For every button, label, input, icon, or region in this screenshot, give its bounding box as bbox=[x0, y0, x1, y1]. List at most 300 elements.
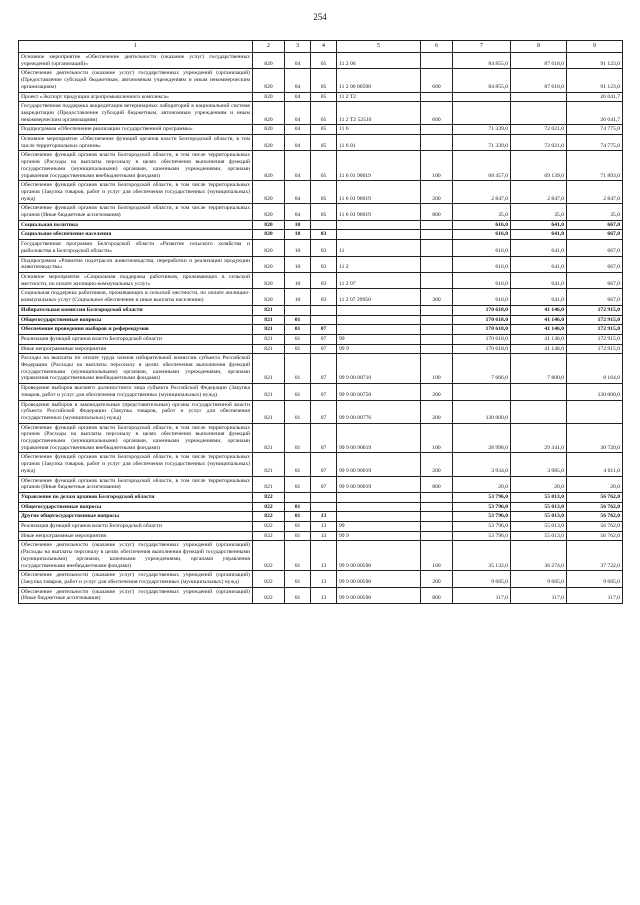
row-amount-year2: 2 847,0 bbox=[511, 181, 567, 204]
row-ministry-code: 821 bbox=[253, 344, 285, 354]
row-amount-year1: 170 618,0 bbox=[453, 315, 511, 325]
row-subsection-code: 07 bbox=[311, 354, 337, 384]
row-expense-type: 800 bbox=[421, 204, 453, 220]
table-row bbox=[19, 423, 623, 453]
row-target-article: 11 6 bbox=[337, 125, 421, 135]
row-section-code: 01 bbox=[285, 571, 311, 587]
row-expense-type: 200 bbox=[421, 400, 453, 423]
table-row bbox=[19, 522, 623, 532]
row-section-code: 04 bbox=[285, 204, 311, 220]
row-description: Другие общегосударственные вопросы bbox=[19, 512, 253, 522]
row-subsection-code: 03 bbox=[311, 272, 337, 288]
row-amount-year3: 9 685,0 bbox=[567, 571, 623, 587]
row-amount-year1: 68 457,0 bbox=[453, 151, 511, 181]
row-ministry-code: 820 bbox=[253, 135, 285, 151]
row-section-code bbox=[285, 305, 311, 315]
row-ministry-code: 820 bbox=[253, 92, 285, 102]
row-subsection-code: 03 bbox=[311, 289, 337, 305]
row-section-code: 04 bbox=[285, 125, 311, 135]
row-amount-year3: 4 011,0 bbox=[567, 453, 623, 476]
row-description: Социальное обеспечение населения bbox=[19, 230, 253, 240]
table-row bbox=[19, 571, 623, 587]
row-amount-year3: 56 762,0 bbox=[567, 512, 623, 522]
row-target-article bbox=[337, 512, 421, 522]
row-subsection-code: 07 bbox=[311, 384, 337, 400]
row-description: Социальная политика bbox=[19, 220, 253, 230]
table-row bbox=[19, 344, 623, 354]
row-section-code: 01 bbox=[285, 400, 311, 423]
row-description: Обеспечение функций органов власти Белгородской области, в том числе территориальных органов (Расходы на выплаты персоналу в целях обеспечения выполнения функций государственными (муниципальными) органами, казенными учреждениями, органами управления государственными внебюджетными фондами) bbox=[19, 151, 253, 181]
row-target-article: 99 9 00 00590 bbox=[337, 587, 421, 603]
row-amount-year2: 41 146,0 bbox=[511, 344, 567, 354]
row-amount-year3: 667,0 bbox=[567, 240, 623, 256]
row-description: Основное мероприятие «Обеспечение функций органов власти Белгородской области, в том числе территориальных органов» bbox=[19, 135, 253, 151]
table-row bbox=[19, 531, 623, 541]
row-amount-year3: 667,0 bbox=[567, 256, 623, 272]
row-amount-year3: 74 775,0 bbox=[567, 125, 623, 135]
table-row bbox=[19, 334, 623, 344]
row-section-code: 01 bbox=[285, 531, 311, 541]
table-row bbox=[19, 102, 623, 125]
row-amount-year1: 616,0 bbox=[453, 240, 511, 256]
table-row bbox=[19, 135, 623, 151]
row-ministry-code: 822 bbox=[253, 492, 285, 502]
row-expense-type: 800 bbox=[421, 476, 453, 492]
row-expense-type bbox=[421, 492, 453, 502]
table-row bbox=[19, 384, 623, 400]
row-description: Обеспечение деятельности (оказание услуг) государственных учреждений (организаций) (Закупка товаров, работ и услуг для обеспечения государственных (муниципальных) нужд) bbox=[19, 571, 253, 587]
row-subsection-code: 07 bbox=[311, 325, 337, 335]
row-amount-year3: 74 775,0 bbox=[567, 135, 623, 151]
row-description: Иные непрограммные мероприятия bbox=[19, 344, 253, 354]
row-ministry-code: 822 bbox=[253, 587, 285, 603]
row-target-article: 11 bbox=[337, 240, 421, 256]
row-expense-type bbox=[421, 344, 453, 354]
row-amount-year2: 641,0 bbox=[511, 240, 567, 256]
row-ministry-code: 821 bbox=[253, 423, 285, 453]
row-amount-year3: 667,0 bbox=[567, 230, 623, 240]
row-target-article: 11 2 07 29950 bbox=[337, 289, 421, 305]
row-subsection-code bbox=[311, 502, 337, 512]
row-ministry-code: 821 bbox=[253, 305, 285, 315]
row-amount-year1: 117,0 bbox=[453, 587, 511, 603]
row-section-code: 01 bbox=[285, 587, 311, 603]
row-section-code: 01 bbox=[285, 354, 311, 384]
row-description: Обеспечение функций органов власти Белгородской области, в том числе территориальных органов (Расходы на выплаты персоналу в целях обеспечения выполнения функций государственными (муниципальными) органами, казенными учреждениями, органами управления государственными внебюджетными фондами) bbox=[19, 423, 253, 453]
column-header: 4 bbox=[311, 41, 337, 53]
row-amount-year3: 26 041,7 bbox=[567, 102, 623, 125]
row-amount-year1: 130 000,0 bbox=[453, 400, 511, 423]
row-section-code: 01 bbox=[285, 315, 311, 325]
row-target-article: 99 9 00 90019 bbox=[337, 423, 421, 453]
row-subsection-code: 05 bbox=[311, 135, 337, 151]
column-header: 1 bbox=[19, 41, 253, 53]
row-description: Общегосударственные вопросы bbox=[19, 502, 253, 512]
row-amount-year3: 2 847,0 bbox=[567, 181, 623, 204]
row-section-code: 10 bbox=[285, 256, 311, 272]
row-section-code: 10 bbox=[285, 240, 311, 256]
row-subsection-code: 13 bbox=[311, 531, 337, 541]
row-expense-type bbox=[421, 125, 453, 135]
row-target-article: 99 bbox=[337, 334, 421, 344]
row-expense-type: 200 bbox=[421, 384, 453, 400]
row-amount-year2: 87 618,0 bbox=[511, 53, 567, 69]
row-target-article bbox=[337, 502, 421, 512]
row-amount-year3: 35,0 bbox=[567, 204, 623, 220]
row-amount-year2: 117,0 bbox=[511, 587, 567, 603]
row-amount-year1: 170 618,0 bbox=[453, 334, 511, 344]
row-amount-year2: 72 021,0 bbox=[511, 135, 567, 151]
row-target-article: 11 6 01 90019 bbox=[337, 181, 421, 204]
table-row bbox=[19, 305, 623, 315]
row-amount-year2: 641,0 bbox=[511, 289, 567, 305]
row-expense-type bbox=[421, 512, 453, 522]
table-row bbox=[19, 125, 623, 135]
row-amount-year3: 26 041,7 bbox=[567, 92, 623, 102]
row-expense-type bbox=[421, 334, 453, 344]
row-amount-year3: 667,0 bbox=[567, 289, 623, 305]
row-ministry-code: 821 bbox=[253, 315, 285, 325]
row-target-article bbox=[337, 492, 421, 502]
row-description: Общегосударственные вопросы bbox=[19, 315, 253, 325]
row-expense-type: 200 bbox=[421, 181, 453, 204]
table-row bbox=[19, 587, 623, 603]
row-expense-type bbox=[421, 220, 453, 230]
table-row bbox=[19, 256, 623, 272]
row-target-article: 11 2 06 bbox=[337, 53, 421, 69]
row-section-code bbox=[285, 492, 311, 502]
row-section-code: 04 bbox=[285, 181, 311, 204]
row-amount-year2: 641,0 bbox=[511, 272, 567, 288]
row-target-article: 11 6 01 90019 bbox=[337, 204, 421, 220]
row-expense-type bbox=[421, 305, 453, 315]
column-header: 6 bbox=[421, 41, 453, 53]
row-description: Основное мероприятие «Обеспечение деятельности (оказание услуг) государственных учреждений (организаций)» bbox=[19, 53, 253, 69]
row-section-code: 04 bbox=[285, 92, 311, 102]
row-subsection-code: 07 bbox=[311, 476, 337, 492]
page-number: 254 bbox=[313, 12, 327, 22]
row-expense-type: 100 bbox=[421, 541, 453, 571]
row-expense-type bbox=[421, 240, 453, 256]
row-expense-type: 100 bbox=[421, 151, 453, 181]
row-description: Основное мероприятие «Социальная поддержка работников, проживающих в сельской местности, по оплате жилищно-коммунальных услуг» bbox=[19, 272, 253, 288]
row-amount-year2: 9 685,0 bbox=[511, 571, 567, 587]
row-amount-year2: 55 013,0 bbox=[511, 512, 567, 522]
row-section-code: 04 bbox=[285, 53, 311, 69]
row-target-article bbox=[337, 305, 421, 315]
row-target-article: 99 9 00 90019 bbox=[337, 453, 421, 476]
row-target-article: 11 2 T2 52510 bbox=[337, 102, 421, 125]
row-ministry-code: 820 bbox=[253, 289, 285, 305]
row-subsection-code: 05 bbox=[311, 102, 337, 125]
row-description: Избирательная комиссия Белгородской области bbox=[19, 305, 253, 315]
column-header: 2 bbox=[253, 41, 285, 53]
row-section-code: 10 bbox=[285, 230, 311, 240]
row-amount-year2: 20,0 bbox=[511, 476, 567, 492]
row-subsection-code: 03 bbox=[311, 230, 337, 240]
row-section-code: 04 bbox=[285, 135, 311, 151]
row-amount-year2: 41 146,0 bbox=[511, 334, 567, 344]
row-expense-type: 200 bbox=[421, 571, 453, 587]
row-amount-year2: 41 146,0 bbox=[511, 325, 567, 335]
row-amount-year2: 3 985,0 bbox=[511, 453, 567, 476]
row-amount-year1: 53 796,0 bbox=[453, 522, 511, 532]
row-target-article: 99 9 00 00590 bbox=[337, 541, 421, 571]
row-amount-year1: 7 666,0 bbox=[453, 354, 511, 384]
row-amount-year1: 616,0 bbox=[453, 272, 511, 288]
table-row bbox=[19, 289, 623, 305]
row-section-code: 10 bbox=[285, 272, 311, 288]
row-ministry-code: 820 bbox=[253, 220, 285, 230]
row-section-code: 01 bbox=[285, 512, 311, 522]
row-amount-year2: 29 341,0 bbox=[511, 423, 567, 453]
row-description: Расходы на выплаты по оплате труда членов избирательной комиссии субъекта Российской Федерации (Расходы на выплаты персоналу в целях обеспечения выполнения функций государственными (муниципальными) органами, казенными учреждениями, органами управления государственными внебюджетными фондами) bbox=[19, 354, 253, 384]
row-amount-year2: 41 146,0 bbox=[511, 305, 567, 315]
row-subsection-code: 05 bbox=[311, 69, 337, 92]
row-amount-year1: 170 618,0 bbox=[453, 305, 511, 315]
row-subsection-code: 13 bbox=[311, 587, 337, 603]
table-row bbox=[19, 69, 623, 92]
row-target-article bbox=[337, 315, 421, 325]
row-amount-year1: 3 934,0 bbox=[453, 453, 511, 476]
row-ministry-code: 822 bbox=[253, 531, 285, 541]
row-amount-year1: 2 847,0 bbox=[453, 181, 511, 204]
row-target-article bbox=[337, 325, 421, 335]
row-ministry-code: 820 bbox=[253, 125, 285, 135]
table-row bbox=[19, 492, 623, 502]
row-ministry-code: 820 bbox=[253, 151, 285, 181]
row-amount-year2: 55 013,0 bbox=[511, 502, 567, 512]
row-expense-type bbox=[421, 502, 453, 512]
row-description: Социальная поддержка работников, проживающих в сельской местности, по оплате жилищно-коммунальных услуг (Социальное обеспечение и иные выплаты населению) bbox=[19, 289, 253, 305]
row-description: Государственная программа Белгородской области «Развитие сельского хозяйства и рыболовства в Белгородской области» bbox=[19, 240, 253, 256]
row-amount-year3: 667,0 bbox=[567, 220, 623, 230]
row-amount-year3: 30 720,0 bbox=[567, 423, 623, 453]
row-target-article: 99 bbox=[337, 522, 421, 532]
row-ministry-code: 821 bbox=[253, 400, 285, 423]
row-ministry-code: 821 bbox=[253, 476, 285, 492]
table-row bbox=[19, 354, 623, 384]
row-amount-year1: 616,0 bbox=[453, 230, 511, 240]
row-section-code: 01 bbox=[285, 453, 311, 476]
row-subsection-code: 07 bbox=[311, 344, 337, 354]
row-amount-year1: 84 855,0 bbox=[453, 69, 511, 92]
row-description: Подпрограмма «Развитие подотрасли животноводства, переработки и реализации продукции животноводства» bbox=[19, 256, 253, 272]
row-subsection-code: 07 bbox=[311, 423, 337, 453]
row-ministry-code: 821 bbox=[253, 325, 285, 335]
row-description: Проведение выборов в законодательные (представительные) органы государственной власти субъекта Российской Федерации (Закупка товаров, работ и услуг для обеспечения государственных (муниципальных) нужд) bbox=[19, 400, 253, 423]
row-expense-type bbox=[421, 92, 453, 102]
row-amount-year2: 41 146,0 bbox=[511, 315, 567, 325]
row-amount-year1: 616,0 bbox=[453, 220, 511, 230]
table-row bbox=[19, 151, 623, 181]
row-target-article: 11 2 bbox=[337, 256, 421, 272]
row-expense-type bbox=[421, 522, 453, 532]
row-description: Проект «Экспорт продукции агропромышленного комплекса» bbox=[19, 92, 253, 102]
row-amount-year1: 170 618,0 bbox=[453, 344, 511, 354]
row-amount-year3: 130 000,0 bbox=[567, 384, 623, 400]
row-section-code: 01 bbox=[285, 334, 311, 344]
table-row bbox=[19, 476, 623, 492]
row-expense-type: 100 bbox=[421, 354, 453, 384]
row-expense-type: 200 bbox=[421, 453, 453, 476]
row-amount-year2: 72 021,0 bbox=[511, 125, 567, 135]
row-subsection-code bbox=[311, 492, 337, 502]
row-ministry-code: 820 bbox=[253, 181, 285, 204]
row-amount-year3: 667,0 bbox=[567, 272, 623, 288]
table-row bbox=[19, 315, 623, 325]
row-section-code: 01 bbox=[285, 476, 311, 492]
row-amount-year2 bbox=[511, 400, 567, 423]
row-subsection-code: 05 bbox=[311, 125, 337, 135]
row-target-article: 99 9 00 00776 bbox=[337, 400, 421, 423]
row-ministry-code: 822 bbox=[253, 541, 285, 571]
row-target-article: 99 9 00 00590 bbox=[337, 571, 421, 587]
row-amount-year3: 56 762,0 bbox=[567, 492, 623, 502]
row-expense-type bbox=[421, 230, 453, 240]
row-section-code: 01 bbox=[285, 522, 311, 532]
table-row bbox=[19, 272, 623, 288]
row-expense-type bbox=[421, 325, 453, 335]
row-expense-type: 300 bbox=[421, 289, 453, 305]
row-ministry-code: 821 bbox=[253, 334, 285, 344]
row-subsection-code: 13 bbox=[311, 571, 337, 587]
row-subsection-code: 05 bbox=[311, 204, 337, 220]
row-subsection-code: 13 bbox=[311, 522, 337, 532]
column-header: 3 bbox=[285, 41, 311, 53]
row-amount-year2: 641,0 bbox=[511, 256, 567, 272]
row-section-code: 04 bbox=[285, 151, 311, 181]
row-expense-type bbox=[421, 256, 453, 272]
row-description: Обеспечение функций органов власти Белгородской области, в том числе территориальных органов (Закупка товаров, работ и услуг для обеспечения государственных (муниципальных) нужд) bbox=[19, 453, 253, 476]
row-subsection-code: 03 bbox=[311, 240, 337, 256]
row-description: Обеспечение проведения выборов и референдумов bbox=[19, 325, 253, 335]
row-subsection-code: 03 bbox=[311, 256, 337, 272]
row-amount-year2: 55 013,0 bbox=[511, 492, 567, 502]
row-description: Реализация функций органов власти Белгородской области bbox=[19, 334, 253, 344]
row-description: Иные непрограммные мероприятия bbox=[19, 531, 253, 541]
row-amount-year1 bbox=[453, 384, 511, 400]
row-section-code: 01 bbox=[285, 502, 311, 512]
row-description: Обеспечение деятельности (оказание услуг) государственных учреждений (организаций) (Предоставление субсидий бюджетным, автономным учреждениям и иным некоммерческим организациям) bbox=[19, 69, 253, 92]
row-amount-year1: 53 796,0 bbox=[453, 531, 511, 541]
row-amount-year3: 172 915,0 bbox=[567, 325, 623, 335]
row-expense-type bbox=[421, 531, 453, 541]
row-amount-year3: 71 893,0 bbox=[567, 151, 623, 181]
column-header: 7 bbox=[453, 41, 511, 53]
row-ministry-code: 821 bbox=[253, 354, 285, 384]
row-amount-year3: 8 164,0 bbox=[567, 354, 623, 384]
table-row bbox=[19, 181, 623, 204]
row-ministry-code: 820 bbox=[253, 240, 285, 256]
row-amount-year2 bbox=[511, 384, 567, 400]
row-description: Подпрограмма «Обеспечение реализации государственной программы» bbox=[19, 125, 253, 135]
row-section-code: 01 bbox=[285, 344, 311, 354]
row-amount-year2: 87 618,0 bbox=[511, 69, 567, 92]
row-subsection-code: 07 bbox=[311, 334, 337, 344]
row-amount-year3 bbox=[567, 400, 623, 423]
row-description: Государственная поддержка аккредитации ветеринарных лабораторий в национальной системе аккредитации (Предоставление субсидий бюджетным, автономным учреждениям и иным некоммерческим организациям) bbox=[19, 102, 253, 125]
row-subsection-code: 05 bbox=[311, 181, 337, 204]
row-amount-year2: 35,0 bbox=[511, 204, 567, 220]
row-subsection-code bbox=[311, 305, 337, 315]
row-description: Обеспечение функций органов власти Белгородской области, в том числе территориальных органов (Иные бюджетные ассигнования) bbox=[19, 204, 253, 220]
row-target-article: 99 9 bbox=[337, 344, 421, 354]
row-target-article bbox=[337, 220, 421, 230]
table-header-row bbox=[19, 41, 623, 53]
row-amount-year3: 91 123,0 bbox=[567, 53, 623, 69]
row-ministry-code: 822 bbox=[253, 522, 285, 532]
row-amount-year2: 641,0 bbox=[511, 230, 567, 240]
row-ministry-code: 820 bbox=[253, 53, 285, 69]
row-amount-year1: 53 796,0 bbox=[453, 492, 511, 502]
row-subsection-code: 07 bbox=[311, 453, 337, 476]
row-amount-year1: 9 685,0 bbox=[453, 571, 511, 587]
table-row bbox=[19, 541, 623, 571]
row-subsection-code: 05 bbox=[311, 92, 337, 102]
row-section-code: 01 bbox=[285, 384, 311, 400]
row-description: Обеспечение функций органов власти Белгородской области, в том числе территориальных органов (Иные бюджетные ассигнования) bbox=[19, 476, 253, 492]
row-target-article: 11 2 07 bbox=[337, 272, 421, 288]
row-ministry-code: 822 bbox=[253, 571, 285, 587]
row-amount-year1: 53 796,0 bbox=[453, 502, 511, 512]
row-target-article: 99 9 00 00710 bbox=[337, 354, 421, 384]
row-amount-year3: 56 762,0 bbox=[567, 502, 623, 512]
row-amount-year3: 172 915,0 bbox=[567, 344, 623, 354]
row-ministry-code: 820 bbox=[253, 272, 285, 288]
row-amount-year1: 616,0 bbox=[453, 289, 511, 305]
table-row bbox=[19, 240, 623, 256]
row-ministry-code: 822 bbox=[253, 512, 285, 522]
table-row bbox=[19, 204, 623, 220]
row-description: Обеспечение деятельности (оказание услуг) государственных учреждений (организаций) (Иные бюджетные ассигнования) bbox=[19, 587, 253, 603]
row-section-code: 01 bbox=[285, 325, 311, 335]
row-amount-year2: 36 274,0 bbox=[511, 541, 567, 571]
row-amount-year3: 172 915,0 bbox=[567, 315, 623, 325]
row-amount-year1: 170 618,0 bbox=[453, 325, 511, 335]
row-expense-type: 100 bbox=[421, 423, 453, 453]
row-description: Обеспечение функций органов власти Белгородской области, в том числе территориальных органов (Закупка товаров, работ и услуг для обеспечения государственных (муниципальных) нужд) bbox=[19, 181, 253, 204]
row-subsection-code: 07 bbox=[311, 400, 337, 423]
row-amount-year1 bbox=[453, 102, 511, 125]
row-expense-type: 600 bbox=[421, 102, 453, 125]
row-expense-type bbox=[421, 315, 453, 325]
row-amount-year3: 37 722,0 bbox=[567, 541, 623, 571]
row-amount-year1: 71 339,0 bbox=[453, 135, 511, 151]
row-expense-type bbox=[421, 135, 453, 151]
row-amount-year3: 91 123,0 bbox=[567, 69, 623, 92]
row-ministry-code: 820 bbox=[253, 204, 285, 220]
row-target-article bbox=[337, 230, 421, 240]
column-header: 8 bbox=[511, 41, 567, 53]
row-subsection-code bbox=[311, 220, 337, 230]
row-section-code: 10 bbox=[285, 289, 311, 305]
row-subsection-code: 05 bbox=[311, 151, 337, 181]
row-subsection-code bbox=[311, 315, 337, 325]
row-amount-year3: 56 762,0 bbox=[567, 531, 623, 541]
table-body bbox=[19, 53, 623, 604]
row-section-code: 01 bbox=[285, 423, 311, 453]
table-row bbox=[19, 512, 623, 522]
row-amount-year1: 616,0 bbox=[453, 256, 511, 272]
table-row bbox=[19, 92, 623, 102]
row-amount-year3: 117,0 bbox=[567, 587, 623, 603]
row-amount-year2: 55 013,0 bbox=[511, 522, 567, 532]
row-description: Реализация функций органов власти Белгородской области bbox=[19, 522, 253, 532]
row-target-article: 11 6 01 90019 bbox=[337, 151, 421, 181]
row-ministry-code: 821 bbox=[253, 453, 285, 476]
row-target-article: 11 2 T2 bbox=[337, 92, 421, 102]
